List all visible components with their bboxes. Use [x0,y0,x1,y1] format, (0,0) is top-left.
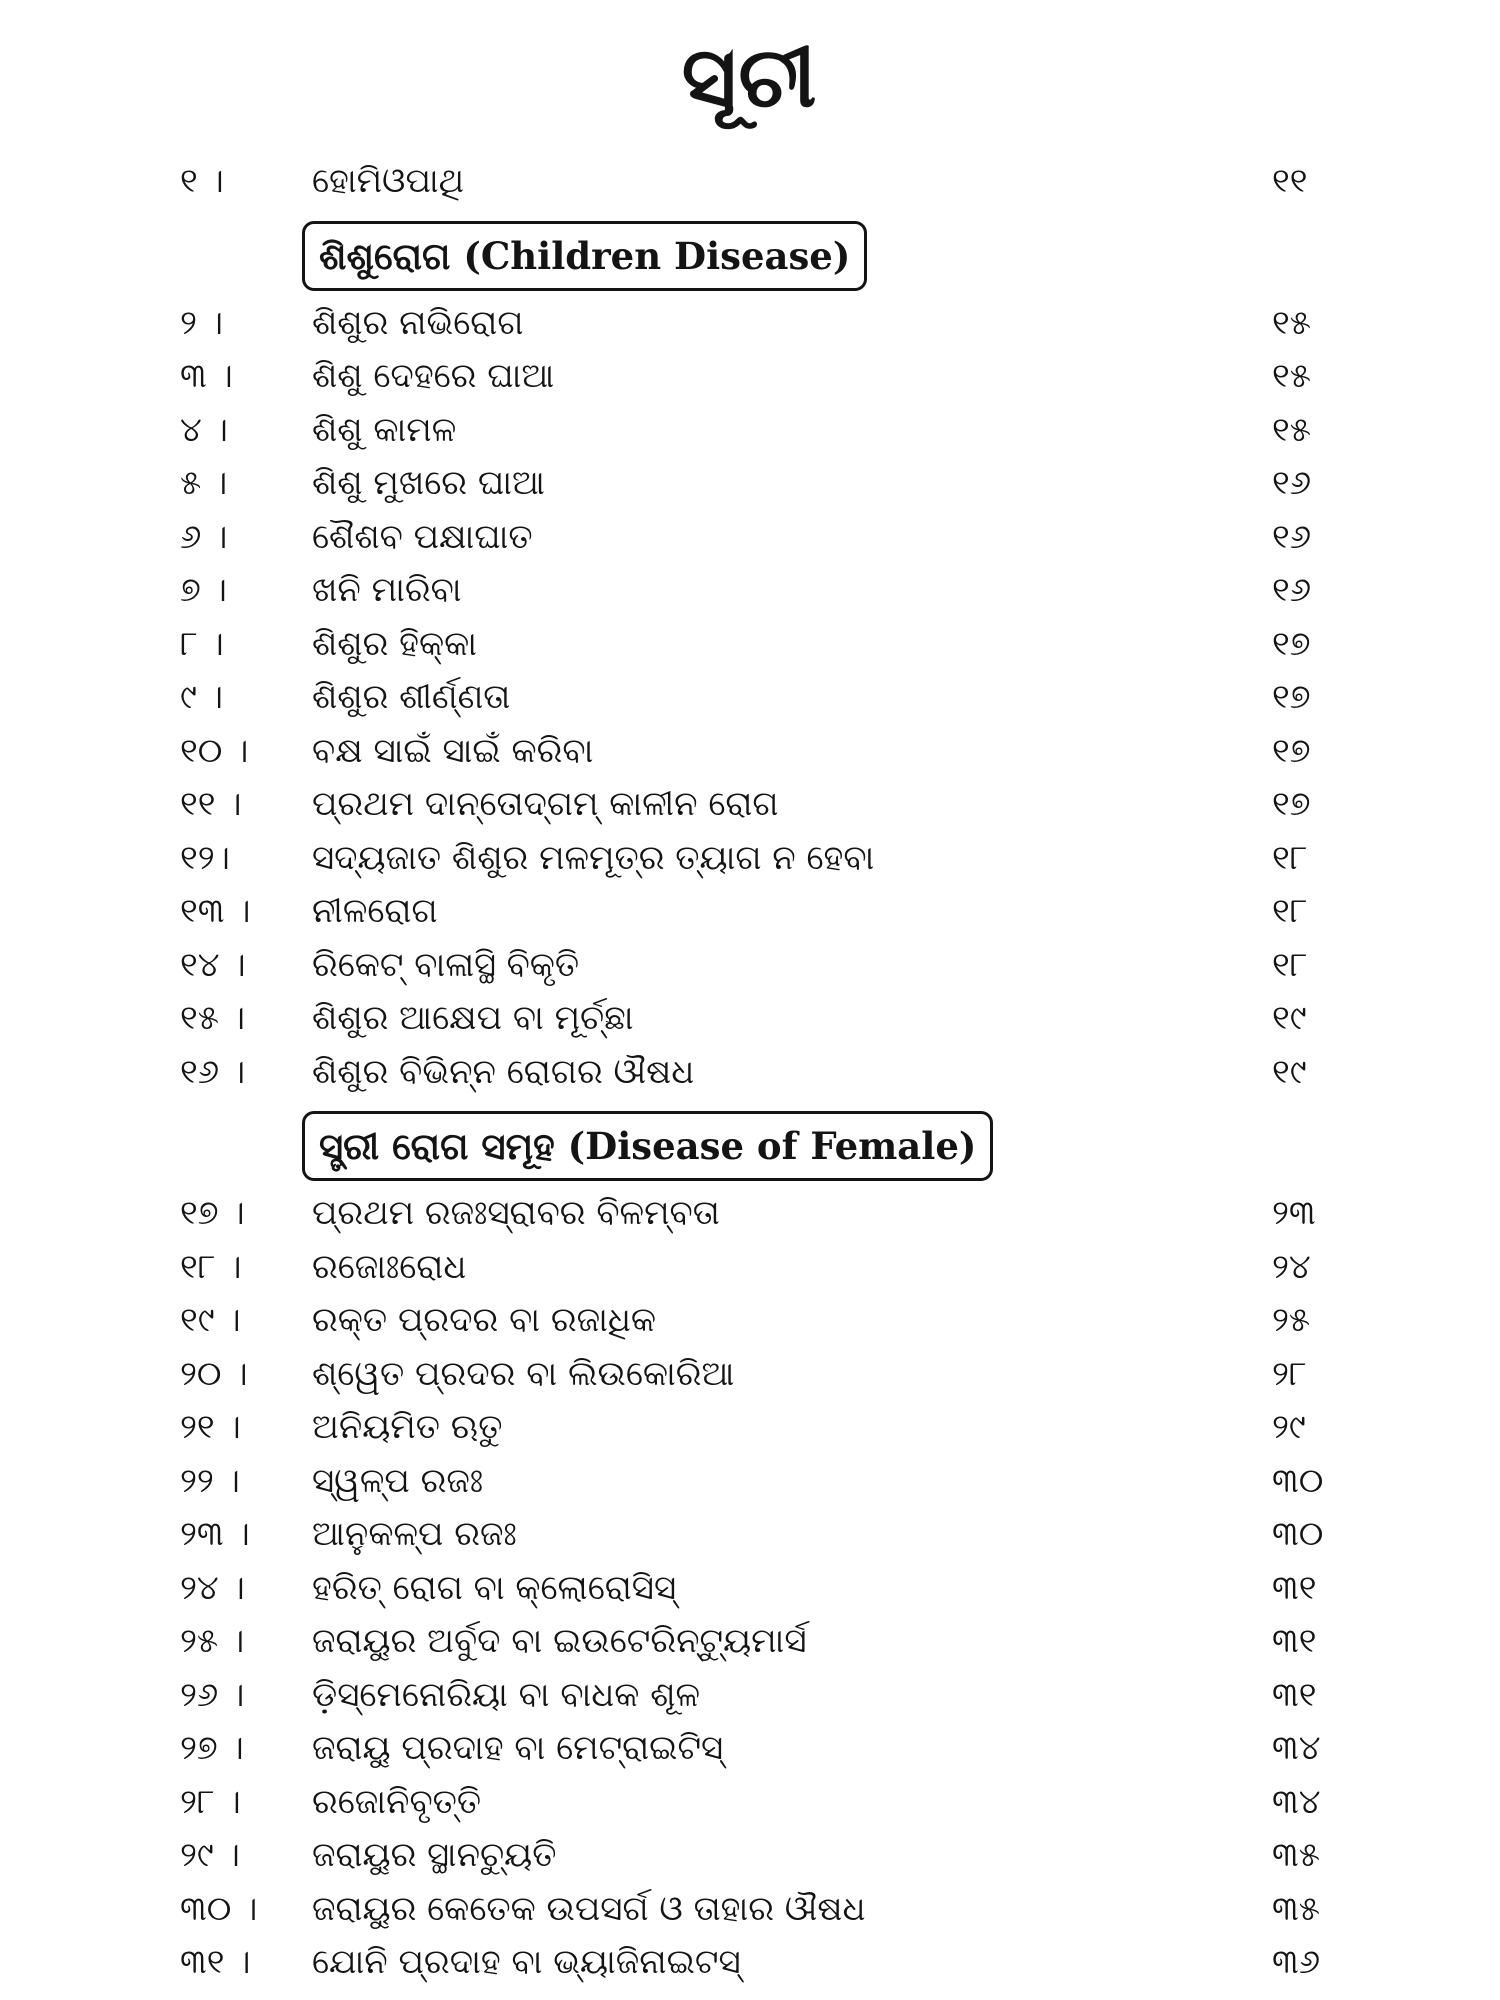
entry-title: ଶିଶୁ ମୁଖରେ ଘାଆ [312,463,545,503]
entry-number: ୨୪ । [180,1567,245,1608]
entry-page-number: ୩୪ [1272,1728,1321,1768]
entry-page-number: ୩୫ [1272,1835,1320,1875]
toc-entry [0,1294,1500,1348]
entry-title: ଜରାୟୁର କେତେକ ଉପସର୍ଗ ଓ ତାହାର ଔଷଧ [312,1888,866,1929]
toc-entry [0,1241,1500,1295]
entry-title: ଶିଶୁର ଶୀର୍ଣ୍ଣତା [312,677,511,717]
entry-number: ୧୦ । [180,730,249,771]
entry-title: ରଜୋନିବୃତ୍ତି [312,1781,482,1822]
entry-title: ଆନୁକଳ୍ପ ରଜଃ [312,1514,517,1554]
toc-entry [0,1401,1500,1455]
entry-page-number: ୧୬ [1272,516,1312,557]
toc-entry [0,671,1500,725]
toc-entry [0,457,1500,511]
entry-number: ୧୭ । [180,1193,245,1233]
entry-title: ଜରାୟୁର ଅର୍ବୁଦ ବା ଇଉଟେରିନ୍‌ଟ୍ୟୁମାର୍ସ [312,1621,807,1661]
entry-title: ଜରାୟୁର ସ୍ଥାନଚ୍ୟୁତି [312,1835,557,1875]
entry-page-number: ୩୧ [1272,1567,1317,1608]
entry-page-number: ୧୬ [1272,463,1312,503]
entry-title: ଅନିୟମିତ ଋତୁ [312,1407,503,1447]
toc-entry [0,1348,1500,1402]
toc-entry [0,1883,1500,1937]
entry-number: ୯ । [180,677,224,717]
entry-number: ୮ । [180,623,224,664]
entry-number: ୧୨। [180,837,230,878]
entry-title: ନୀଳରୋଗ [312,891,438,931]
entry-title: ଶିଶୁ କାମଳ [312,409,457,450]
entry-title: ରକ୍ତ ପ୍ରଦର ବା ରଜାଧିକ [312,1300,657,1340]
toc-entry [0,511,1500,565]
entry-title: ସଦ୍ୟଜାତ ଶିଶୁର ମଳମୂତ୍ର ତ୍ୟାଗ ନ ହେବା [312,837,875,878]
entry-page-number: ୧୫ [1272,409,1311,450]
section-heading-odia: ଶିଶୁରୋଗ [319,234,451,278]
entry-title: ପ୍ରଥମ ଦାନ୍ତୋଦ୍‌ଗମ୍ କାଳୀନ ରୋଗ [312,784,779,824]
entry-title: ପ୍ରଥମ ରଜଃସ୍ରାବର ବିଳମ୍ବତା [312,1193,720,1233]
entry-page-number: ୩୦ [1272,1460,1324,1501]
entry-title: ଶିଶୁର ହିକ୍କା [312,623,477,664]
entry-number: ୨୬ । [180,1674,245,1715]
entry-title: ଶିଶୁ ଦେହରେ ଘାଆ [312,356,555,396]
toc-entry [0,297,1500,351]
toc-entry [0,404,1500,458]
toc-entry [0,1776,1500,1830]
entry-title: ଜରାୟୁ ପ୍ରଦାହ ବା ମେଟ୍ରାଇଟିସ୍ [312,1728,724,1768]
entry-number: ୩୧ । [180,1942,251,1982]
section-heading-female-disease [302,1111,993,1181]
toc-entry [0,1562,1500,1616]
toc-entry [0,1936,1500,1990]
toc-entry [0,1829,1500,1883]
entry-page-number: ୧୫ [1272,356,1311,396]
entry-number: ୨୧ । [180,1407,241,1447]
entry-number: ୭ । [180,570,227,610]
entry-number: ୨୩ । [180,1514,250,1554]
entry-number: ୧୩ । [180,891,251,931]
section-heading-row [0,1099,1500,1187]
entry-page-number: ୨୪ [1272,1246,1311,1287]
entry-title: ଶିଶୁର ବିଭିନ୍ନ ରୋଗର ଔଷଧ [312,1051,695,1092]
entry-title: ଶୈଶବ ପକ୍ଷାଘାତ [312,516,533,557]
entry-title: ରଜୋଃରୋଧ [312,1246,467,1287]
toc-entry [0,350,1500,404]
section-heading-children-disease [302,221,867,291]
toc-entry [0,1508,1500,1562]
toc-entry [0,155,1500,209]
entry-page-number: ୧୮ [1272,837,1308,878]
entry-title: ଯୋନି ପ୍ରଦାହ ବା ଭ୍ୟାଜିନାଇଟସ୍ [312,1942,741,1982]
entry-page-number: ୩୧ [1272,1674,1317,1715]
entry-number: ୨୨ । [180,1460,240,1501]
entry-page-number: ୩୫ [1272,1888,1320,1929]
entry-number: ୩ । [180,356,233,396]
toc-entry [0,564,1500,618]
entry-page-number: ୧୭ [1272,623,1311,664]
toc-entry [0,1455,1500,1509]
entry-page-number: ୧୮ [1272,891,1308,931]
entry-title: ଶ୍ୱେତ ପ୍ରଦର ବା ଲିଉକୋରିଆ [312,1353,735,1394]
entry-number: ୧୯ । [180,1300,241,1340]
entry-number: ୨୫ । [180,1621,245,1661]
entry-title: ଶିଶୁର ନାଭିରୋଗ [312,302,524,343]
entry-number: ୫ । [180,463,228,503]
entry-page-number: ୧୯ [1272,998,1307,1038]
entry-number: ୩୦ । [180,1888,258,1929]
entry-number: ୪ । [180,409,228,450]
entry-page-number: ୧୫ [1272,302,1311,343]
entry-title: ରିକେଟ୍ ବାଳାସ୍ଥି ବିକୃତି [312,944,580,985]
entry-page-number: ୨୮ [1272,1353,1307,1394]
entry-page-number: ୩୦ [1272,1514,1324,1554]
toc-entry [0,1615,1500,1669]
toc-group-intro [0,155,1500,209]
toc-entry [0,832,1500,886]
entry-number: ୧୪ । [180,944,246,985]
toc-entry [0,1187,1500,1241]
toc-entry [0,1669,1500,1723]
entry-page-number: ୨୯ [1272,1407,1306,1447]
entry-page-number: ୩୬ [1272,1942,1321,1982]
entry-title: ସ୍ୱଳ୍ପ ରଜଃ [312,1460,484,1501]
section-heading-odia: ସ୍ତ୍ରୀ ରୋଗ ସମୂହ [319,1125,555,1168]
entry-number: ୨୮ । [180,1781,241,1822]
entry-page-number: ୨୩ [1272,1193,1316,1233]
toc-entry [0,618,1500,672]
section-heading-english: (Children Disease) [463,233,851,278]
section-heading-english: (Disease of Female) [567,1124,977,1168]
entry-page-number: ୧୬ [1272,570,1312,610]
entry-number: ୬ । [180,516,228,557]
entry-number: ୧୬ । [180,1051,246,1092]
toc-entry [0,939,1500,993]
entry-title: ଖନି ମାରିବା [312,570,462,610]
toc-entry [0,1722,1500,1776]
entry-number: ୧ । [180,161,224,201]
entry-number: ୨୦ । [180,1353,248,1394]
entry-page-number: ୩୪ [1272,1781,1321,1822]
entry-title: ବକ୍ଷ ସାଇଁ ସାଇଁ କରିବା [312,730,594,771]
toc-entry [0,778,1500,832]
table-of-contents [0,155,1500,1990]
entry-page-number: ୧୧ [1272,161,1308,201]
entry-number: ୨୭ । [180,1728,244,1768]
entry-number: ୧୧ । [180,784,242,824]
toc-entry [0,725,1500,779]
entry-page-number: ୧୮ [1272,944,1308,985]
entry-title: ଡ଼ିସ୍‌ମେନୋରିୟା ବା ବାଧକ ଶୂଳ [312,1674,701,1715]
entry-page-number: ୧୭ [1272,730,1311,771]
entry-number: ୨୯ । [180,1835,240,1875]
entry-page-number: ୧୯ [1272,1051,1307,1092]
toc-entry [0,1046,1500,1100]
entry-number: ୨ । [180,302,224,343]
entry-number: ୧୮ । [180,1246,242,1287]
entry-title: ଶିଶୁର ଆକ୍ଷେପ ବା ମୂର୍ଚ୍ଛା [312,998,634,1038]
toc-entry [0,992,1500,1046]
section-heading-row [0,209,1500,297]
toc-group-children [0,297,1500,1100]
page-title: ସୂଚୀ [681,28,819,126]
toc-group-female [0,1187,1500,1990]
entry-title: ହୋମିଓପାଥି [312,161,465,201]
entry-number: ୧୫ । [180,998,246,1038]
entry-page-number: ୧୭ [1272,677,1311,717]
entry-title: ହରିତ୍ ରୋଗ ବା କ୍ଲୋରୋସିସ୍ [312,1567,677,1608]
entry-page-number: ୨୫ [1272,1300,1311,1340]
toc-entry [0,885,1500,939]
entry-page-number: ୩୧ [1272,1621,1317,1661]
entry-page-number: ୧୭ [1272,784,1311,824]
